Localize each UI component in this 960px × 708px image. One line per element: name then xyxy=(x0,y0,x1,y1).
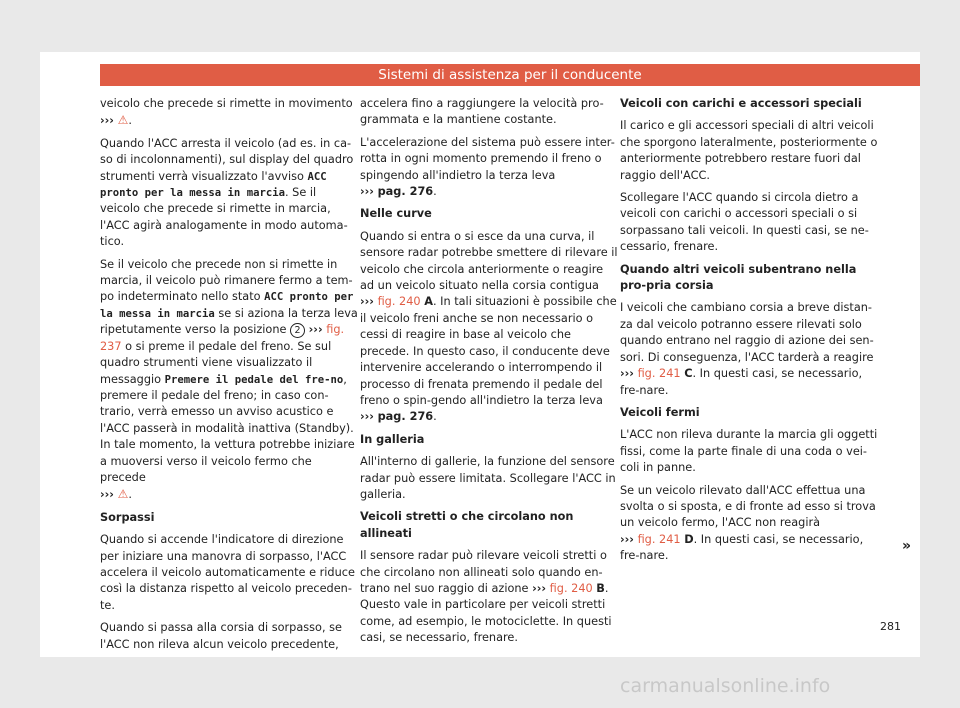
paragraph: Se il veicolo che precede non si rimette in marcia, il veicolo può rimanere fermo a tem-po indeterminato nello stato ACC pronto per la messa in marcia se si aziona la terza leva ripetutamente verso la posizione 2 ››› fig. 237 o si preme il pedale del freno. Se sul quadro strumenti viene visualizzato il messaggio Premere il pedale del fre-no, premere il pedale del freno; in caso con-trario, verrà emesso un avviso acustico e l'ACC passerà in modalità inattiva (Standby). In tale momento, la vettura potrebbe iniziare a muoversi verso il veicolo fermo che precede ››› ⚠. xyxy=(100,257,358,502)
display-message: Premere il pedale del fre-no xyxy=(164,373,344,386)
figure-link[interactable]: fig. 240 xyxy=(377,295,421,309)
figure-link[interactable]: fig. 240 xyxy=(549,581,593,595)
page-link[interactable]: pag. 276 xyxy=(377,185,434,199)
section-heading: Quando altri veicoli subentrano nella pro-pria corsia xyxy=(620,262,857,293)
paragraph: Quando si entra o si esce da una curva, il sensore radar potrebbe smettere di rilevare il veicolo che circola anteriormente o reagire ad un veicolo situato nella corsia contigua ››› fig. 240 A. In tali situazioni è possibile che il veicolo freni anche se non necessario o cessi di reagire in base al veicolo che precede. In questo caso, il conducente deve intervenire accelerando o interrompendo il processo di frenata premendo il pedale del freno o spin-gendo all'indietro la terza leva ››› pag. 276. xyxy=(360,229,618,424)
paragraph: accelera fino a raggiungere la velocità pro-grammata e la mantiene costante. xyxy=(360,97,604,127)
paragraph: L'ACC non rileva durante la marcia gli oggetti fissi, come la parte finale di una coda o vei-coli in panne. xyxy=(620,428,878,475)
paragraph: Scollegare l'ACC quando si circola dietro a veicoli con carichi o accessori speciali o si sorpassano tali veicoli. In questi casi, se ne-cessario, frenare. xyxy=(620,191,869,254)
page-number: 281 xyxy=(880,620,901,633)
display-message: ACC pronto per la messa in marcia xyxy=(100,291,354,320)
paragraph: Se un veicolo rilevato dall'ACC effettua una svolta o si sposta, e di fronte ad esso si trova un veicolo fermo, l'ACC non reagirà ››› fig. 241 D. In questi casi, se necessario, fre-nare. xyxy=(620,483,876,563)
continue-marker: » xyxy=(902,538,912,554)
page-link[interactable]: pag. 276 xyxy=(377,410,434,424)
warning-icon: ⚠ xyxy=(117,487,129,502)
column-1 xyxy=(100,96,358,659)
watermark: carmanualsonline.info xyxy=(620,675,831,697)
paragraph: L'accelerazione del sistema può essere inter-rotta in ogni momento premendo il freno o spingendo all'indietro la terza leva ››› pag. 276. xyxy=(360,135,615,199)
paragraph: Il carico e gli accessori speciali di altri veicoli che sporgono lateralmente, posteriormente o anteriormente potrebbero restare fuori dal raggio dell'ACC. xyxy=(620,119,878,182)
paragraph: veicolo che precede si rimette in movimento ››› ⚠. xyxy=(100,97,353,128)
section-heading: Nelle curve xyxy=(360,207,432,221)
paragraph: Quando si passa alla corsia di sorpasso, se l'ACC non rileva alcun veicolo precedente, xyxy=(100,621,342,651)
paragraph: Quando si accende l'indicatore di direzione per iniziare una manovra di sorpasso, l'ACC accelera il veicolo automaticamente e riduce così la distanza rispetto al veicolo preceden-te. xyxy=(100,533,355,612)
figure-link[interactable]: fig. 241 xyxy=(637,532,681,546)
display-message: ACC pronto per la messa in marcia xyxy=(100,170,327,200)
figure-link[interactable]: fig. 237 xyxy=(100,323,345,353)
section-heading: Veicoli stretti o che circolano non allineati xyxy=(360,510,574,540)
warning-icon: ⚠ xyxy=(117,113,129,128)
column-3 xyxy=(620,96,878,571)
paragraph: I veicoli che cambiano corsia a breve distan-za dal veicolo potranno essere rilevati solo quando entrano nel raggio di azione dei sen-sori. Di conseguenza, l'ACC tarderà a reagire ››› fig. 241 C. In questi casi, se necessario, fre-nare. xyxy=(620,301,874,397)
section-heading: Sorpassi xyxy=(100,510,155,524)
paragraph: Il sensore radar può rilevare veicoli stretti o che circolano non allineati solo quando en-trano nel suo raggio di azione ››› fig. 240 B. Questo vale in particolare per veicoli stretti come, ad esempio, le motociclette. In questi casi, se necessario, frenare. xyxy=(360,549,612,645)
section-heading: Veicoli fermi xyxy=(620,405,700,419)
paragraph: Quando l'ACC arresta il veicolo (ad es. in ca-so di incolonnamenti), sul display del quadro strumenti verrà visualizzato l'avviso ACC pronto per la messa in marcia. Se il veicolo che precede si rimette in marcia, l'ACC agirà analogamente in modo automa-tico. xyxy=(100,136,354,249)
column-2 xyxy=(360,96,618,653)
section-header: Sistemi di assistenza per il conducente xyxy=(100,64,920,86)
paragraph: All'interno di gallerie, la funzione del sensore radar può essere limitata. Scollegare l'ACC in galleria. xyxy=(360,455,616,501)
position-number: 2 xyxy=(290,323,305,338)
section-heading: In galleria xyxy=(360,432,425,446)
figure-link[interactable]: fig. 241 xyxy=(637,367,681,381)
section-heading: Veicoli con carichi e accessori speciali xyxy=(620,97,862,110)
